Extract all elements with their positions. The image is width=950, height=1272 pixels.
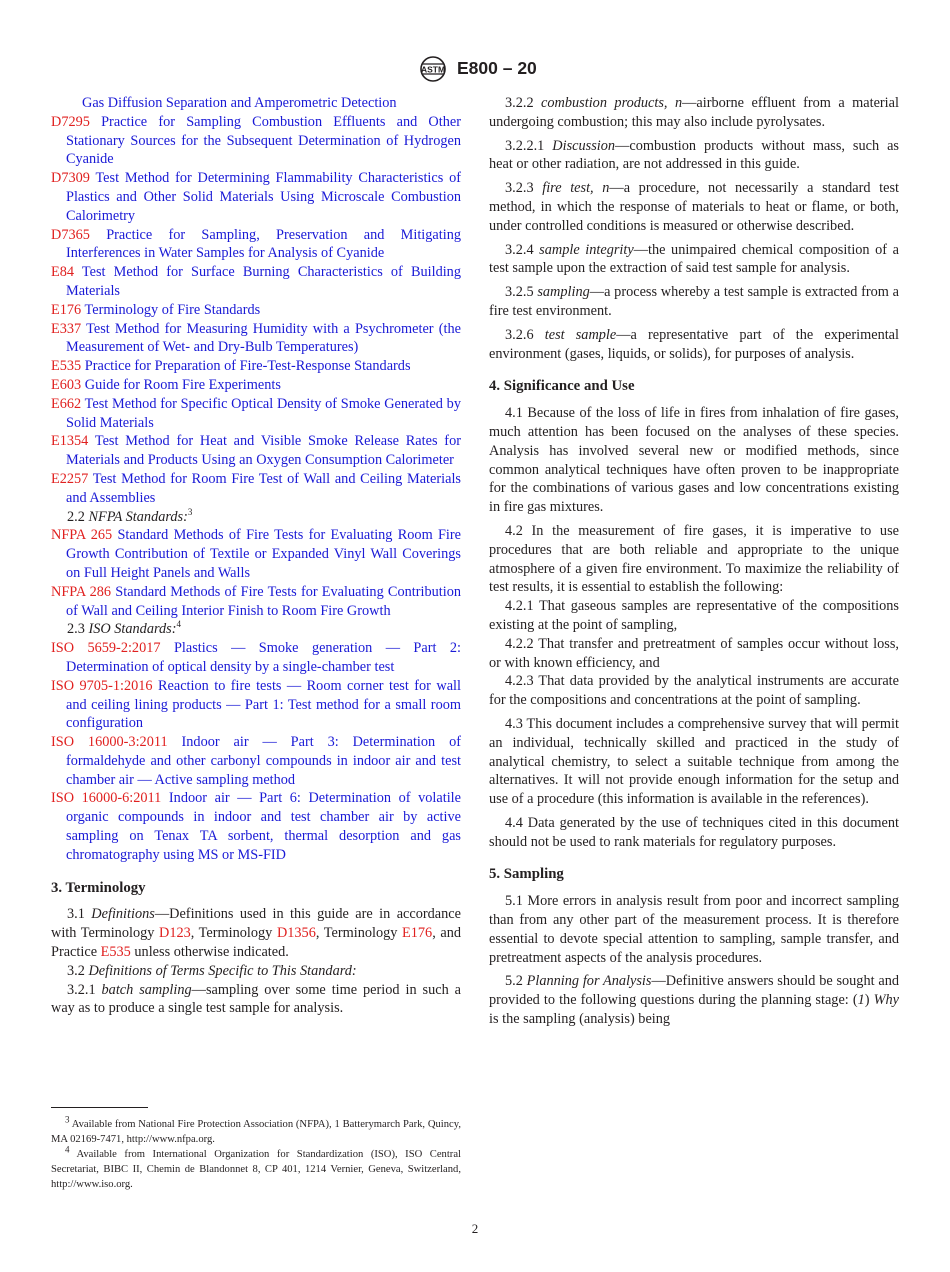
reference-item [51, 432, 461, 470]
section-heading-terminology: 3. Terminology [51, 879, 146, 896]
footnote-divider [51, 1107, 148, 1108]
reference-item [51, 789, 461, 864]
paragraph-3-2-1: 3.2.1 batch sampling—sampling over some time period in such a way as to produce a single test sample for analysis. [51, 981, 461, 1017]
reference-list-astm [51, 113, 461, 508]
reference-code-link[interactable]: D7309 [51, 170, 90, 187]
reference-title-link[interactable]: Test Method for Specific Optical Density of Smoke Generated by Solid Materials [66, 395, 461, 431]
reference-item [51, 169, 461, 225]
paragraph-4-3: 4.3 This document includes a comprehensive survey that will permit an individual, technically skilled and practiced in the study of analytical chemistry, to select a suitable technique from among the alternatives. It will not provide enough information for the setup and use of a procedure (this information is available in the references). [489, 715, 899, 808]
reference-title-link[interactable]: Indoor air — Part 6: Determination of volatile organic compounds in indoor and test chamber air by active sampling on Tenax TA sorbent, thermal desorption and gas chromatography using MS or MS-FID [66, 790, 461, 863]
page-header [0, 56, 950, 82]
footnote-4: $^4$ Available from International Organization for Standardization (ISO), ISO Central Secretariat, BIBC II, Chemin de Blandonnet 8, CP 401, 1214 Vernier, Geneva, Switzerland, http://www.iso.org. [51, 1144, 461, 1190]
paragraph-4-2-3: 4.2.3 That data provided by the analytical instruments are accurate for the compositions and concentrations at the point of sampling. [489, 673, 899, 709]
left-column [51, 94, 461, 1018]
paragraph-3-2-2-1: 3.2.2.1 Discussion—combustion products without mass, such as heat or other radiation, are not addressed in this guide. [489, 137, 899, 173]
reference-item [51, 395, 461, 433]
reference-item [51, 301, 461, 320]
reference-code-link[interactable]: NFPA 286 [51, 583, 112, 600]
reference-code-link[interactable]: E337 [51, 320, 82, 337]
reference-code-link[interactable]: ISO 5659-2:2017 [51, 640, 161, 657]
section-heading-sampling: 5. Sampling [489, 866, 564, 883]
section-heading-significance: 4. Significance and Use [489, 378, 635, 395]
reference-item [51, 263, 461, 301]
reference-code-link[interactable]: ISO 16000-3:2011 [51, 734, 168, 751]
link-e535[interactable]: E535 [100, 944, 131, 961]
reference-title-link[interactable]: Guide for Room Fire Experiments [84, 376, 281, 393]
reference-title-link[interactable]: Test Method for Room Fire Test of Wall and Ceiling Materials and Assemblies [66, 470, 461, 506]
reference-code-link[interactable]: E1354 [51, 433, 89, 450]
reference-title-link[interactable]: Standard Methods of Fire Tests for Evaluating Room Fire Growth Contribution of Textile or Expanded Vinyl Wall Coverings on Full Height Panels and Walls [66, 527, 461, 581]
reference-code-link[interactable]: E84 [51, 264, 75, 281]
reference-title-link[interactable]: Test Method for Surface Burning Characteristics of Building Materials [66, 264, 461, 299]
reference-title-link[interactable]: Practice for Sampling, Preservation and Mitigating Interferences in Water Samples for Analysis of Cyanide [66, 226, 462, 262]
reference-item [51, 677, 461, 733]
paragraph-3-2-4: 3.2.4 sample integrity—the unimpaired chemical composition of a test sample upon the extraction of said test sample for analysis. [489, 241, 899, 277]
reference-code-link[interactable]: D7365 [51, 226, 90, 243]
astm-logo-icon [416, 56, 450, 82]
reference-title-link[interactable]: Terminology of Fire Standards [84, 301, 261, 318]
paragraph-3-2-3: 3.2.3 fire test, n—a procedure, not necessarily a standard test method, in which the response of materials to heat or flame, or both, under controlled conditions is measured or otherwise described. [489, 180, 899, 234]
reference-title-link[interactable]: Test Method for Determining Flammability Characteristics of Plastics and Other Solid Materials Using Microscale Combustion Calorimetry [66, 170, 461, 224]
reference-title-link[interactable]: Reaction to fire tests — Room corner test for wall and ceiling lining products — Part 1: Test method for a small room configuration [66, 677, 461, 732]
paragraph-4-2: 4.2 In the measurement of fire gases, it is imperative to use procedures that are both reliable and appropriate to the unique atmosphere of a given fire environment. To maximize the reliability of test results, it is essential to establish the following: [489, 522, 899, 596]
reference-item [51, 639, 461, 677]
paragraph-4-2-2: 4.2.2 That transfer and pretreatment of samples occur without loss, or with known efficiency, and [489, 635, 899, 671]
paragraph-5-2: 5.2 Planning for Analysis—Definitive answers should be sought and provided to the following questions during the planning stage: (1) Why is the sampling (analysis) being [489, 973, 899, 1028]
reference-list-nfpa [51, 526, 461, 620]
link-d123[interactable]: D123 [159, 925, 191, 942]
reference-item [51, 733, 461, 789]
paragraph-4-1: 4.1 Because of the loss of life in fires from inhalation of fire gases, much attention has been focused on the analyses of these species. Analysis has involved several new or modified methods, since common analytical techniques have often proven to be inappropriate for the combinations of various gases and low concentrations existing in fire gas mixtures. [489, 405, 899, 516]
reference-continuation: Gas Diffusion Separation and Amperometric Detection [82, 95, 397, 111]
reference-code-link[interactable]: E176 [51, 301, 82, 318]
reference-title-link[interactable]: Plastics — Smoke generation — Part 2: Determination of optical density by a single-chamber test [66, 640, 461, 675]
page-number: 2 [471, 1221, 479, 1236]
reference-title-link[interactable]: Indoor air — Part 3: Determination of formaldehyde and other carbonyl compounds in indoor air and test chamber air — Active sampling method [66, 734, 461, 788]
reference-code-link[interactable]: ISO 9705-1:2016 [51, 677, 153, 694]
paragraph-4-2-1: 4.2.1 That gaseous samples are representative of the compositions existing at the point of sampling, [489, 598, 899, 633]
link-d1356[interactable]: D1356 [276, 925, 316, 942]
reference-item [51, 583, 461, 621]
reference-item [51, 526, 461, 582]
reference-code-link[interactable]: E2257 [51, 470, 89, 487]
reference-item [51, 226, 461, 264]
nfpa-standards-heading: 2.2 NFPA Standards:$^3$ [67, 506, 193, 525]
footnote-3: $^3$ Available from National Fire Protection Association (NFPA), 1 Batterymarch Park, Quincy, MA 02169-7471, http://www.nfpa.org. [51, 1114, 461, 1145]
reference-item [51, 470, 461, 508]
footnotes [51, 1114, 461, 1192]
paragraph-3-2-2: 3.2.2 combustion products, n—airborne effluent from a material undergoing combustion; this may also include pyrolysates. [489, 95, 899, 130]
iso-standards-heading: 2.3 ISO Standards:$^4$ [67, 619, 181, 638]
paragraph-5-1: 5.1 More errors in analysis result from poor and incorrect sampling than from any other part of the measurement process. It is therefore essential to devote special attention to sampling, sample transfer, and pretreatment aspects of the analysis procedures. [489, 893, 899, 966]
reference-code-link[interactable]: NFPA 265 [51, 527, 113, 544]
paragraph-4-4: 4.4 Data generated by the use of techniques cited in this document should not be used to rank materials for regulatory purposes. [489, 814, 899, 850]
reference-item [51, 320, 461, 358]
right-column [489, 94, 899, 1029]
svg-text:ASTM: ASTM [420, 64, 446, 75]
reference-code-link[interactable]: E535 [51, 358, 82, 375]
reference-code-link[interactable]: E662 [51, 395, 82, 412]
reference-list-iso [51, 639, 461, 865]
reference-title-link[interactable]: Test Method for Heat and Visible Smoke Release Rates for Materials and Products Using an Oxygen Consumption Calorimeter [66, 433, 461, 469]
reference-code-link[interactable]: ISO 16000-6:2011 [51, 790, 162, 807]
reference-title-link[interactable]: Test Method for Measuring Humidity with a Psychrometer (the Measurement of Wet- and Dry-Bulb Temperatures) [66, 320, 461, 356]
link-e176[interactable]: E176 [402, 925, 433, 942]
paragraph-3-2-6: 3.2.6 test sample—a representative part of the experimental environment (gases, liquids, or solids), for purposes of analysis. [489, 326, 900, 362]
paragraph-3-2-5: 3.2.5 sampling—a process whereby a test sample is extracted from a fire test environment. [489, 284, 899, 319]
reference-item [51, 376, 461, 395]
reference-code-link[interactable]: D7295 [51, 113, 90, 130]
document-id: E800 – 20 [457, 58, 537, 78]
reference-title-link[interactable]: Practice for Preparation of Fire-Test-Response Standards [84, 358, 411, 375]
paragraph-3-1: 3.1 Definitions—Definitions used in this guide are in accordance with Terminology D123, Terminology D1356, Terminology E176, and Practice E535 unless otherwise indicated. [51, 906, 462, 961]
reference-title-link[interactable]: Practice for Sampling Combustion Effluents and Other Stationary Sources for the Subsequent Determination of Hydrogen Cyanide [66, 113, 461, 168]
reference-item [51, 113, 461, 169]
reference-title-link[interactable]: Standard Methods of Fire Tests for Evaluating Contribution of Wall and Ceiling Interior Finish to Room Fire Growth [66, 583, 461, 619]
reference-item [51, 357, 461, 376]
reference-code-link[interactable]: E603 [51, 376, 82, 393]
paragraph-3-2: 3.2 Definitions of Terms Specific to This Standard: [67, 962, 357, 979]
